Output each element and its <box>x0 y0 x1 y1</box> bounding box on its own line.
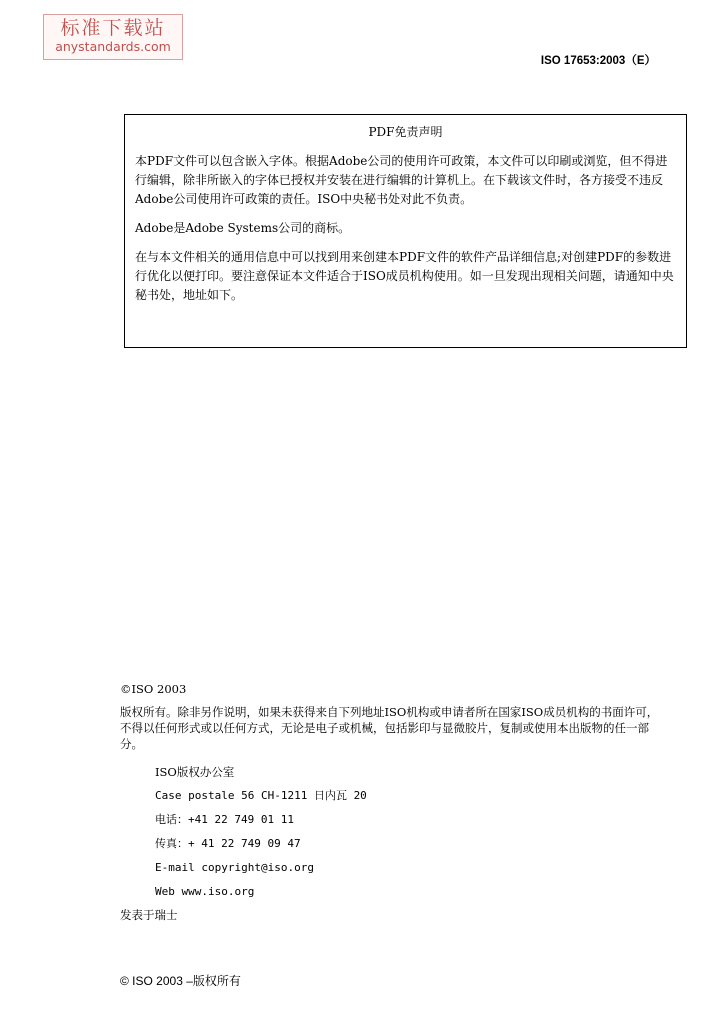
disclaimer-paragraph-fonts: 本PDF文件可以包含嵌入字体。根据Adobe公司的使用许可政策，本文件可以印刷或浏览，但不得进行编辑，除非所嵌入的字体已授权并安装在进行编辑的计算机上。在下载该文件时，各方接受不违反Adobe公司使用许可政策的责任。ISO中央秘书处对此不负责。 <box>135 154 668 206</box>
site-watermark-stamp <box>43 14 183 60</box>
office-web: Web www.iso.org <box>155 885 255 898</box>
office-email: E-mail copyright@iso.org <box>155 861 314 874</box>
copyright-line: ©ISO 2003 <box>120 682 187 696</box>
office-name: ISO版权办公室 <box>155 765 235 779</box>
document-id: ISO 17653:2003（E） <box>540 55 656 67</box>
published-in: 发表于瑞士 <box>120 908 178 922</box>
stamp-url-text: anystandards.com <box>55 39 171 54</box>
iso-office-address <box>120 760 660 904</box>
pdf-disclaimer-box <box>124 114 687 348</box>
office-fax: 传真：+ 41 22 749 09 47 <box>155 837 301 850</box>
disclaimer-paragraph-trademark: Adobe是Adobe Systems公司的商标。 <box>135 221 351 235</box>
disclaimer-paragraph-software: 在与本文件相关的通用信息中可以找到用来创建本PDF文件的软件产品详细信息;对创建PDF的参数进行优化以便打印。要注意保证本文件适合于ISO成员机构使用。如一旦发现出现相关问题，请通知中央秘书处，地址如下。 <box>135 250 674 302</box>
copyright-notice: 版权所有。除非另作说明，如果未获得来自下列地址ISO机构或申请者所在国家ISO成员机构的书面许可，不得以任何形式或以任何方式，无论是电子或机械，包括影印与显微胶片，复制或使用本出版物的任一部分。 <box>120 705 659 751</box>
office-postal-address: Case postale 56 CH-1211 日内瓦 20 <box>155 789 367 802</box>
copyright-section <box>120 681 660 926</box>
office-phone: 电话：+41 22 749 01 11 <box>155 813 294 826</box>
stamp-chinese-text: 标准下载站 <box>60 17 166 39</box>
disclaimer-title: PDF免责声明 <box>368 125 443 139</box>
page-footer: © ISO 2003 –版权所有 <box>120 974 241 988</box>
